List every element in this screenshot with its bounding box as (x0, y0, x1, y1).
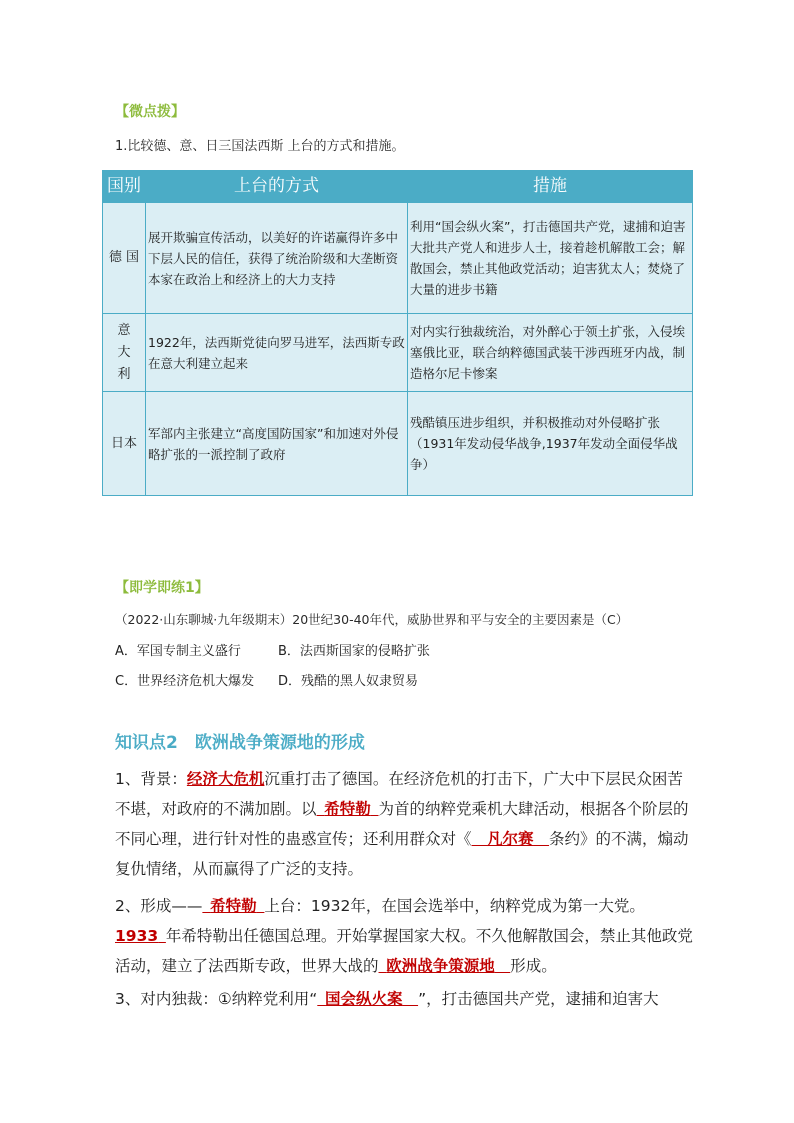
text-run: 1、背景： (115, 770, 187, 788)
text-run: 3、对内独裁：①纳粹党利用“ (115, 990, 318, 1008)
tip-question: 1.比较德、意、日三国法西斯 上台的方式和措施。 (115, 139, 405, 154)
practice-question: （2022·山东聊城·九年级期末）20世纪30-40年代，威胁世界和平与安全的主要因素是（C） (115, 612, 629, 627)
section-title: 知识点2 欧洲战争策源地的形成 (115, 733, 365, 753)
header-measures: 措施 (408, 171, 693, 203)
text-run: 上台：1932年，在国会选举中，纳粹党成为第一大党。 (264, 897, 645, 915)
answer-blank: 经济大危机 (186, 770, 265, 788)
option-a: A．军国专制主义盛行 (115, 644, 241, 659)
header-country: 国别 (103, 171, 146, 203)
table-row (103, 203, 693, 314)
country-cell: 德 国 (103, 203, 146, 314)
country-cell: 意大利 (103, 314, 146, 392)
text-run: 条约》的不满，煽动复仇情绪，从而赢得了广泛的支持。 (115, 830, 689, 878)
paragraph-background (115, 764, 695, 884)
comparison-table (102, 170, 693, 496)
method-cell: 1922年，法西斯党徒向罗马进军，法西斯专政在意大利建立起来 (146, 314, 408, 392)
measures-cell: 对内实行独裁统治，对外醉心于领土扩张，入侵埃塞俄比亚，联合纳粹德国武装干涉西班牙内战，制造格尔尼卡惨案 (408, 314, 693, 392)
measures-cell: 利用“国会纵火案”，打击德国共产党，逮捕和迫害大批共产党人和进步人士，接着趁机解散工会；解散国会，禁止其他政党活动；迫害犹太人；焚烧了大量的进步书籍 (408, 203, 693, 314)
table-row (103, 392, 693, 496)
option-c: C．世界经济危机大爆发 (115, 674, 255, 689)
paragraph-formation (115, 891, 695, 981)
table-row (103, 314, 693, 392)
header-method: 上台的方式 (146, 171, 408, 203)
answer-blank: 欧洲战争策源地 (386, 957, 495, 975)
answer-blank: 希特勒 (210, 897, 257, 915)
answer-blank: 凡尔赛 (487, 830, 534, 848)
method-cell: 军部内主张建立“高度国防国家”和加速对外侵略扩张的一派控制了政府 (146, 392, 408, 496)
text-run: 形成。 (510, 957, 557, 975)
text-run: 沉重打击了德国。在经济危机的打击下，广大中下层民众困苦不堪，对政府的不满加剧。以 (115, 770, 683, 818)
method-cell: 展开欺骗宣传活动，以美好的许诺赢得许多中下层人民的信任，获得了统治阶级和大垄断资本家在政治上和经济上的大力支持 (146, 203, 408, 314)
option-d: D．残酷的黑人奴隶贸易 (278, 674, 419, 689)
paragraph-dictatorship (115, 984, 705, 1014)
table-header-row (103, 171, 693, 203)
answer-blank: 国会纵火案 (325, 990, 403, 1008)
country-cell: 日本 (103, 392, 146, 496)
practice-heading: 【即学即练1】 (115, 580, 209, 596)
answer-blank: 1933 (115, 927, 159, 945)
text-run: ”，打击德国共产党，逮捕和迫害大 (418, 990, 659, 1008)
option-b: B．法西斯国家的侵略扩张 (278, 644, 430, 659)
text-run: 年希特勒出任德国总理。开始掌握国家大权。不久他解散国会，禁止其他政党活动，建立了法西斯专政，世界大战的 (115, 927, 693, 975)
text-run: 2、形成—— (115, 897, 203, 915)
tip-heading: 【微点拨】 (115, 104, 185, 120)
measures-cell: 残酷镇压进步组织，并积极推动对外侵略扩张（1931年发动侵华战争,1937年发动全面侵华战争） (408, 392, 693, 496)
answer-blank: 希特勒 (324, 800, 371, 818)
text-run: 为首的纳粹党乘机大肆活动，根据各个阶层的不同心理，进行针对性的蛊惑宣传；还利用群众对《 (115, 800, 689, 848)
